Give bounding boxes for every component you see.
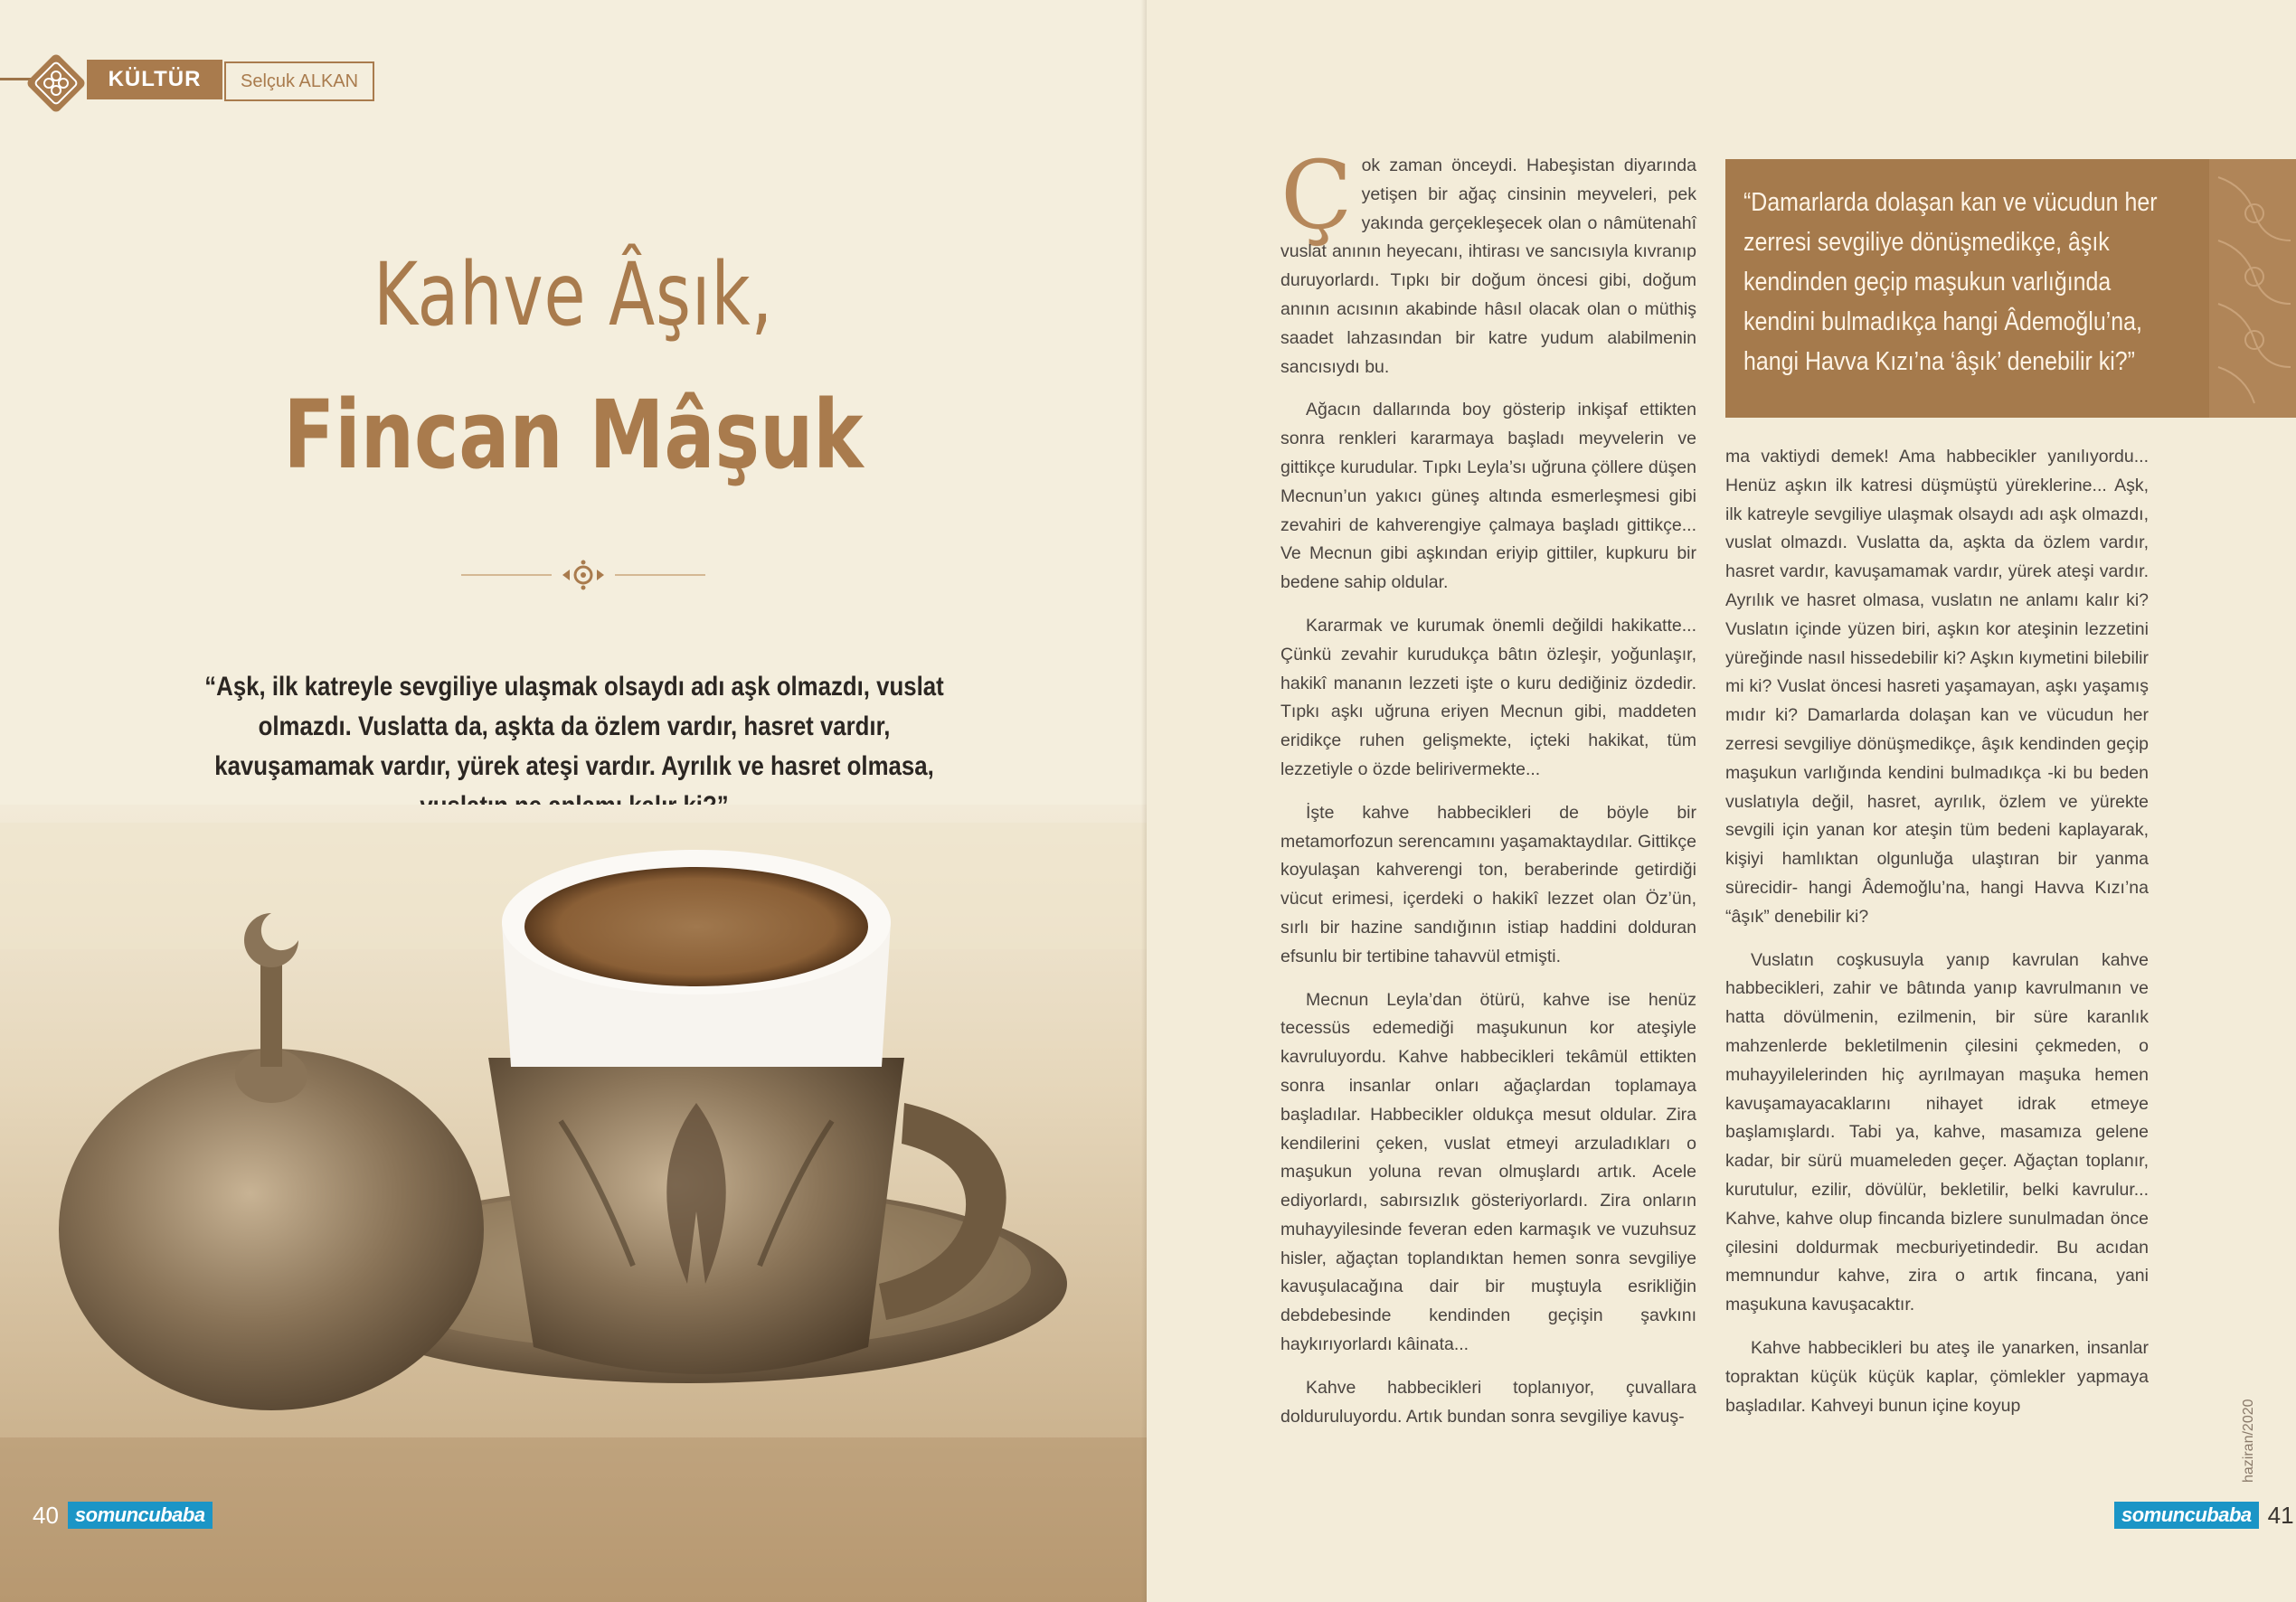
brand-left: somuncubaba <box>68 1502 213 1529</box>
pull-quote-box <box>1725 159 2296 418</box>
page-number-right: 41 <box>2267 1501 2294 1529</box>
article-paragraph: Vuslatın coşkusuyla yanıp kavrulan kahve habbecikleri, zahir ve bâtında yanıp kavrulmanın ve hatta dövülmenin, ezilmenin, bir süre karanlık mahzenlerde bekletilmenin çilesini çekmeden, o muhayyilelerinden hiç ayrılmayan maşuka hemen kavuşamayacaklarını nihayet idrak etmeye başlamışlardı. Tabi ya, kahve, masamıza gelene kadar, bir sürü muameleden geçer. Ağaçtan toplanır, kurutulur, ezilir, dövülür, bekletilir, belki kavrulur... Kahve, kahve olup fincanda bizlere sunulmadan önce çilesini doldurmak mecburiyetindedir. Bu acıdan memnundur kahve, zira o artık fincana, yani maşukuna kavuşacaktır. <box>1725 949 2149 1315</box>
article-paragraph: Kararmak ve kurumak önemli değildi hakikatte... Çünkü zevahir kurudukça bâtın özleşir, yoğunlaşır, hakikî mananın lezzeti işte o kuru dediğiniz özdedir. Tıpkı aşkı uğruna eriyen Mecnun gibi, maddeten eridikçe ruhen gelişmekte, içteki hakikat, tüm lezzetiyle o özde belirivermekte... <box>1280 615 1696 779</box>
drop-cap: Ç <box>1280 140 1353 250</box>
article-column-2 <box>1725 443 2149 1435</box>
title-line-1: Kahve Âşık, <box>373 244 774 345</box>
left-page <box>0 0 1147 1602</box>
article-column-1 <box>1280 140 1696 1446</box>
article-paragraph: Çok zaman önceydi. Habeşistan diyarında yetişen bir ağaç cinsinin meyveleri, pek yakında gerçekleşecek olan o nâmütenahî vuslat anının heyecanı, ihtirası ve sancısıyla kıvranıp duruyorlardı. Tıpkı bir doğum öncesi gibi, doğum anının acısının akabinde hâsıl olacak olan o müthiş saadet lahzasından bir katre yudum alabilmenin sancısıydı bu. <box>1280 140 1696 377</box>
article-paragraph: Mecnun Leyla’dan ötürü, kahve ise henüz tecessüs edemediği maşukunun kor ateşiyle kavruluyordu. Kahve habbecikleri tekâmül ettikten sonra insanlar onları ağaçlardan toplamaya başladılar. Habbecikler oldukça mesut oldular. Zira kendilerini çeken, vuslat etmeyi arzuladıkları o maşukun yoluna revan olmuşlardı artık. Acele ediyorlardı, sabırsızlık gösteriyorlardı. Zira onların muhayyilesinde feveran eden karmaşık ve vuzuhsuz hisler, ağaçtan toplandıktan hemen sonra sevgiliye kavuşulacağına dair bir muştuyla esrikliğin debdebesinde kendinden geçişin şavkını haykırıyorlardı kâinata... <box>1280 989 1696 1355</box>
pull-quote-right: “Damarlarda dolaşan kan ve vücudun her zerresi sevgiliye dönüşmedikçe, âşık kendinden geçip maşukun varlığında kendini bulmadıkça hangi Âdemoğlu’na, hangi Havva Kızı’na ‘âşık’ denebilir ki?” <box>1743 188 2158 376</box>
folio-left <box>24 1499 213 1531</box>
right-page <box>1147 0 2296 1602</box>
page-number-left: 40 <box>33 1501 59 1529</box>
issue-date: haziran/2020 <box>2241 1399 2256 1483</box>
article-paragraph: İşte kahve habbecikleri de böyle bir metamorfozun serencamını yaşamaktaydılar. Gittikçe koyulaşan kahverengi ton, beraberinde getirdiği vücut erimesi, içerdeki o hakikî lezzet olan Öz’ün, sırlı bir hazine sandığının istiap haddini dolduran efsunlu bir tertibine tahavvül etmişti. <box>1280 802 1696 966</box>
ornament-divider-icon <box>461 557 705 593</box>
article-paragraph: Ağacın dallarında boy gösterip inkişaf ettikten sonra renkleri kararmaya başladı meyvelerin ve gittikçe kurudular. Tıpkı Leyla’sı uğruna çöllere düşen Mecnun’un yakıcı güneş altında esmerleşmesi gibi zevahiri de kahverengiye çalmaya başladı gittikçe... Ve Mecnun gibi aşkından eriyip gittiler, kupkuru bir bedene sahip oldular. <box>1280 400 1696 593</box>
section-label: KÜLTÜR <box>87 60 222 99</box>
coffee-cup-photo <box>0 805 1147 1602</box>
pull-quote-left: “Aşk, ilk katreyle sevgiliye ulaşmak olsaydı adı aşk olmazdı, vuslat olmazdı. Vuslatta da, aşkta da özlem vardır, hasret vardır, kavuşamamak vardır, yürek ateşi vardır. Ayrılık ve hasret olmasa, <box>204 672 944 781</box>
arabesque-pattern-icon <box>2209 159 2296 418</box>
brand-right: somuncubaba <box>2114 1502 2259 1529</box>
author-name: Selçuk ALKAN <box>224 61 374 101</box>
article-paragraph: Kahve habbecikleri toplanıyor, çuvallara dolduruluyordu. Artık bundan sonra sevgiliye kavuş- <box>1280 1377 1696 1427</box>
article-paragraph: Kahve habbecikleri bu ateş ile yanarken, insanlar topraktan küçük küçük kaplar, çömlekler yapmaya başladılar. Kahveyi bunun içine koyup <box>1725 1337 2149 1416</box>
folio-right <box>2114 1499 2296 1531</box>
section-emblem-icon <box>25 52 87 114</box>
article-paragraph: ma vaktiydi demek! Ama habbecikler yanılıyordu... Henüz aşkın ilk katresi düşmüştü yüreklerine... Aşk, ilk katreyle sevgiliye ulaşmak olsaydı adı aşk olmazdı, vuslat olmazdı. Vuslatta da, aşkta da özlem vardır, hasret vardır, kavuşamamak vardır, yürek ateşi vardır. Ayrılık ve hasret olmasa, vuslatın ne anlamı kalır ki? Vuslatın içinde yüzen biri, aşkın kor ateşinin lezzetini yüreğinde nasıl hissedebilir ki? Aşkın kıymetini bilebilir mi ki? Vuslat öncesi hasreti yaşamayan, aşkı yaşamış mıdır ki? Damarlarda dolaşan kan ve vücudun her zerresi sevgiliye dönüşmedikçe, âşık kendinden geçip maşukun varlığında kendini bulmadıkça -ki bu beden vuslatıyla değil, hasret, ayrılık, özlem ve yürekte sevgili için yanan kor ateşin tüm bedeni kaplayarak, kişiyi hamlıktan olgunluğa ulaştıran bir yanma sürecidir- hangi Âdemoğlu’na, hangi Havva Kızı’na “âşık” denebilir ki? <box>1725 447 2149 927</box>
title-line-2: Fincan Mâşuk <box>283 380 864 490</box>
